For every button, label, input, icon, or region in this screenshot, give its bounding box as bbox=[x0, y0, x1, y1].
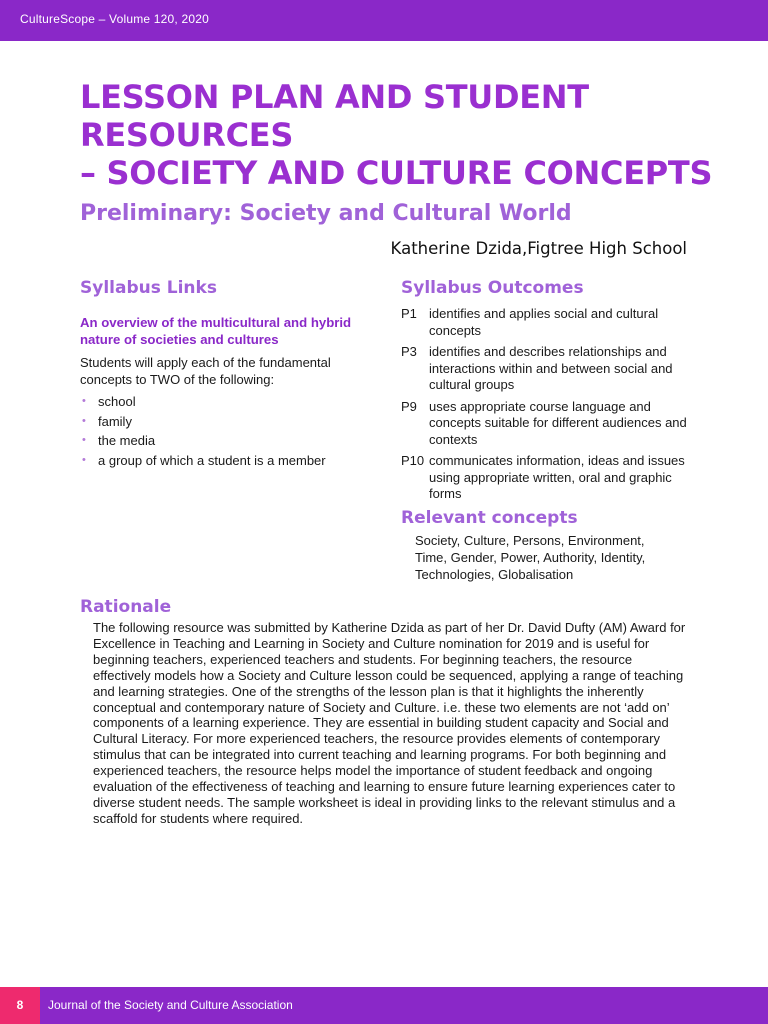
list-item: • school bbox=[80, 392, 360, 412]
relevant-concepts-text: Society, Culture, Persons, Environment, Time, Gender, Power, Authority, Identity, Technologies, Globalisation bbox=[415, 532, 646, 582]
syllabus-links-heading: Syllabus Links bbox=[80, 278, 217, 298]
outcomes-list bbox=[401, 306, 701, 503]
rationale-heading: Rationale bbox=[80, 597, 172, 617]
title-line-2: – SOCIETY AND CULTURE CONCEPTS bbox=[80, 154, 713, 192]
page-title bbox=[80, 78, 720, 192]
syllabus-links-list bbox=[80, 392, 360, 470]
journal-name: Journal of the Society and Culture Association bbox=[48, 998, 293, 1012]
footer-bar bbox=[0, 987, 768, 1024]
page-subtitle: Preliminary: Society and Cultural World bbox=[80, 201, 572, 226]
outcome-code: P9 bbox=[401, 398, 417, 414]
outcome-item bbox=[401, 399, 701, 449]
top-banner bbox=[0, 0, 768, 41]
list-item: • family bbox=[80, 412, 360, 432]
outcome-item bbox=[401, 306, 701, 339]
author-line: Katherine Dzida,Figtree High School bbox=[390, 239, 687, 258]
bullet-icon: • bbox=[82, 414, 86, 427]
title-line-1: LESSON PLAN AND STUDENT RESOURCES bbox=[80, 78, 589, 154]
outcome-item bbox=[401, 344, 701, 394]
list-item: • the media bbox=[80, 431, 360, 451]
syllabus-links-subheading: An overview of the multicultural and hybrid nature of societies and cultures bbox=[80, 315, 352, 347]
outcome-text: identifies and applies social and cultural concepts bbox=[429, 306, 659, 338]
outcome-text: identifies and describes relationships and interactions within and between social and cultural groups bbox=[429, 344, 673, 392]
bullet-icon: • bbox=[82, 453, 86, 466]
syllabus-outcomes-heading: Syllabus Outcomes bbox=[401, 278, 584, 298]
relevant-concepts-heading: Relevant concepts bbox=[401, 507, 578, 528]
bullet-icon: • bbox=[82, 434, 86, 446]
outcome-text: communicates information, ideas and issues using appropriate written, oral and graphic forms bbox=[429, 453, 685, 501]
syllabus-links-section bbox=[80, 278, 360, 470]
bullet-icon: • bbox=[82, 395, 86, 407]
rationale-text: The following resource was submitted by Katherine Dzida as part of her Dr. David Dufty (AM) Award for Excellence in Teaching and Learning in Society and Culture nomination for 2019 and is useful for beginning teachers, experienced teachers and students. For beginning teachers, the resource effectively models how a Society and Culture lesson could be sequenced, applying a range of teaching and learning strategies. One of the strengths of the lesson plan is that it highlights the inherently conceptual and contemporary nature of Society and Culture. i.e. these two elements are not ‘add on’ components of a learning experience. They are essential in building student capacity and Social and Cultural Literacy. For more experienced teachers, the resource provides elements of contemporary stimulus that can be integrated into current teaching and learning programs. For both beginning and experienced teachers, the resource helps model the importance of student feedback and ongoing evaluation of the effectiveness of teaching and learning to ensure future learning experiences cater to diverse student needs. The sample worksheet is ideal in providing links to the relevant stimulus and a scaffold for students where required. bbox=[93, 620, 686, 826]
list-item: • a group of which a student is a member bbox=[80, 451, 360, 471]
outcome-code: P1 bbox=[401, 306, 417, 321]
outcome-text: uses appropriate course language and concepts suitable for different audiences and contexts bbox=[429, 398, 687, 447]
issue-label: CultureScope – Volume 120, 2020 bbox=[20, 12, 209, 26]
syllabus-links-intro: Students will apply each of the fundamental concepts to TWO of the following: bbox=[80, 355, 331, 387]
outcome-item bbox=[401, 453, 701, 503]
outcome-code: P3 bbox=[401, 344, 417, 359]
syllabus-outcomes-section bbox=[401, 278, 701, 583]
outcome-code: P10 bbox=[401, 453, 425, 468]
page-number: 8 bbox=[0, 987, 40, 1024]
